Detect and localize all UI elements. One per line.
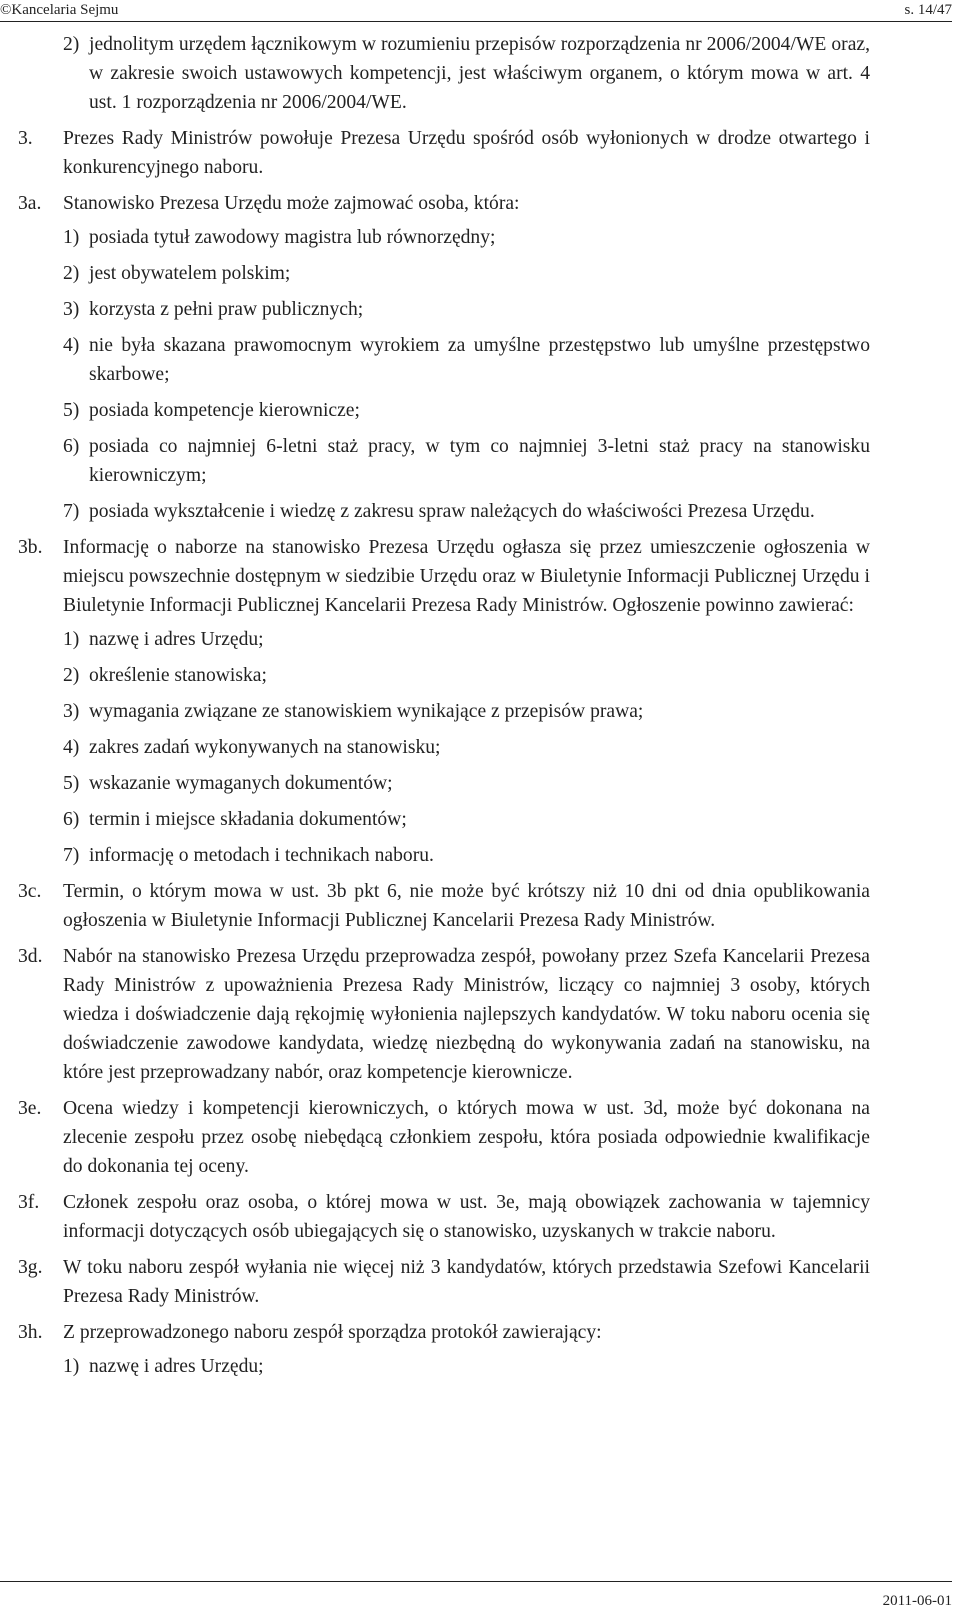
paragraph-3c [18,877,870,935]
list-item [18,769,870,798]
paragraph-text: Stanowisko Prezesa Urzędu może zajmować osoba, która: [63,193,520,214]
list-item [18,841,870,870]
list-item-text: jest obywatelem polskim; [89,263,291,284]
list-item-number: 3) [63,701,80,722]
list-item-text: nazwę i adres Urzędu; [89,1356,264,1377]
paragraph-3a [18,189,870,218]
list-item-number: 2) [63,263,80,284]
list-item-number: 6) [63,436,80,457]
paragraph-number: 3e. [18,1098,42,1119]
list-item-text: wymagania związane ze stanowiskiem wynikające z przepisów prawa; [89,701,644,722]
list-item-number: 1) [63,1356,80,1377]
list-item-text: posiada co najmniej 6-letni staż pracy, w tym co najmniej 3-letni staż pracy na stanowisku kierowniczym; [89,436,870,486]
list-item-number: 2) [63,665,80,686]
list-item-number: 1) [63,227,80,248]
list-item-text: zakres zadań wykonywanych na stanowisku; [89,737,441,758]
paragraph-number: 3g. [18,1257,43,1278]
list-item-number: 6) [63,809,80,830]
paragraph-number: 3b. [18,537,43,558]
list-item-number: 4) [63,737,80,758]
paragraph-number: 3. [18,128,33,149]
list-item-number: 7) [63,501,80,522]
list-item-text: posiada tytuł zawodowy magistra lub równorzędny; [89,227,496,248]
list-item-text: korzysta z pełni praw publicznych; [89,299,364,320]
paragraph-text: Nabór na stanowisko Prezesa Urzędu przeprowadza zespół, powołany przez Szefa Kancelarii Prezesa Rady Ministrów z upoważnienia Prezesa Rady Ministrów, liczący co najmniej 3 osoby, których wiedza i doświadczenie dają rękojmię wyłonienia najlepszych kandydatów. W toku naboru ocenia się doświadczenie zawodowe kandydata, wiedzę niezbędną do wykonywania zadań na stanowisku, na które jest przeprowadzany nabór, oraz kompetencje kierownicze. [63,946,870,1083]
header-page-number: s. 14/47 [904,2,952,18]
list-item-text: informację o metodach i technikach naboru. [89,845,434,866]
document-body [18,30,870,1381]
list-item-number: 4) [63,335,80,356]
list-item-text: określenie stanowiska; [89,665,267,686]
list-item [18,259,870,288]
paragraph-text: Ocena wiedzy i kompetencji kierowniczych, o których mowa w ust. 3d, może być dokonana na zlecenie zespołu przez osobę niebędącą członkiem zespołu, która posiada odpowiednie kwalifikacje do dokonania tej oceny. [63,1098,870,1177]
list-item [18,805,870,834]
list-item-text: nazwę i adres Urzędu; [89,629,264,650]
paragraph-text: Członek zespołu oraz osoba, o której mowa w ust. 3e, mają obowiązek zachowania w tajemnicy informacji dotyczących osób ubiegających się o stanowisko, uzyskanych w trakcie naboru. [63,1192,870,1242]
list-item [18,497,870,526]
list-item-number: 7) [63,845,80,866]
paragraph-number: 3h. [18,1322,43,1343]
list-item [18,396,870,425]
paragraph-number: 3c. [18,881,42,902]
list-item-number: 5) [63,773,80,794]
footer-date: 2011-06-01 [882,1593,952,1609]
paragraph-text: W toku naboru zespół wyłania nie więcej niż 3 kandydatów, których przedstawia Szefowi Kancelarii Prezesa Rady Ministrów. [63,1257,870,1307]
paragraph-text: Z przeprowadzonego naboru zespół sporządza protokół zawierający: [63,1322,602,1343]
paragraph-3e [18,1094,870,1181]
list-item-number: 2) [63,34,80,55]
list-item-text: posiada kompetencje kierownicze; [89,400,360,421]
list-item-text: posiada wykształcenie i wiedzę z zakresu spraw należących do właściwości Prezesa Urzędu. [89,501,815,522]
list-item [18,625,870,654]
list-item [18,1352,870,1381]
paragraph-text: Prezes Rady Ministrów powołuje Prezesa Urzędu spośród osób wyłonionych w drodze otwartego i konkurencyjnego naboru. [63,128,870,178]
header-divider [0,21,952,22]
paragraph-number: 3d. [18,946,43,967]
paragraph-3g [18,1253,870,1311]
list-item-number: 5) [63,400,80,421]
list-item-text: jednolitym urzędem łącznikowym w rozumieniu przepisów rozporządzenia nr 2006/2004/WE oraz, w zakresie swoich ustawowych kompetencji, jest właściwym organem, o którym mowa w art. 4 ust. 1 rozporządzenia nr 2006/2004/WE. [89,34,870,113]
list-item [18,30,870,117]
paragraph-text: Termin, o którym mowa w ust. 3b pkt 6, nie może być krótszy niż 10 dni od dnia opublikowania ogłoszenia w Biuletynie Informacji Publicznej Kancelarii Prezesa Rady Ministrów. [63,881,870,931]
paragraph-3b [18,533,870,620]
list-item-number: 3) [63,299,80,320]
list-item [18,295,870,324]
paragraph-number: 3f. [18,1192,40,1213]
paragraph-text: Informację o naborze na stanowisko Prezesa Urzędu ogłasza się przez umieszczenie ogłoszenia w miejscu powszechnie dostępnym w siedzibie Urzędu oraz w Biuletynie Informacji Publicznej Urzędu i Biuletynie Informacji Publicznej Kancelarii Prezesa Rady Ministrów. Ogłoszenie powinno zawierać: [63,537,870,616]
list-item-number: 1) [63,629,80,650]
header-source: ©Kancelaria Sejmu [0,2,119,18]
list-item [18,697,870,726]
paragraph-3 [18,124,870,182]
list-item-text: nie była skazana prawomocnym wyrokiem za umyślne przestępstwo lub umyślne przestępstwo skarbowe; [89,335,870,385]
paragraph-3f [18,1188,870,1246]
list-item [18,432,870,490]
paragraph-3d [18,942,870,1087]
list-item [18,733,870,762]
list-item [18,223,870,252]
list-item [18,661,870,690]
paragraph-number: 3a. [18,193,42,214]
list-item-text: wskazanie wymaganych dokumentów; [89,773,393,794]
list-item [18,331,870,389]
footer-divider [0,1581,952,1582]
list-item-text: termin i miejsce składania dokumentów; [89,809,407,830]
paragraph-3h [18,1318,870,1347]
